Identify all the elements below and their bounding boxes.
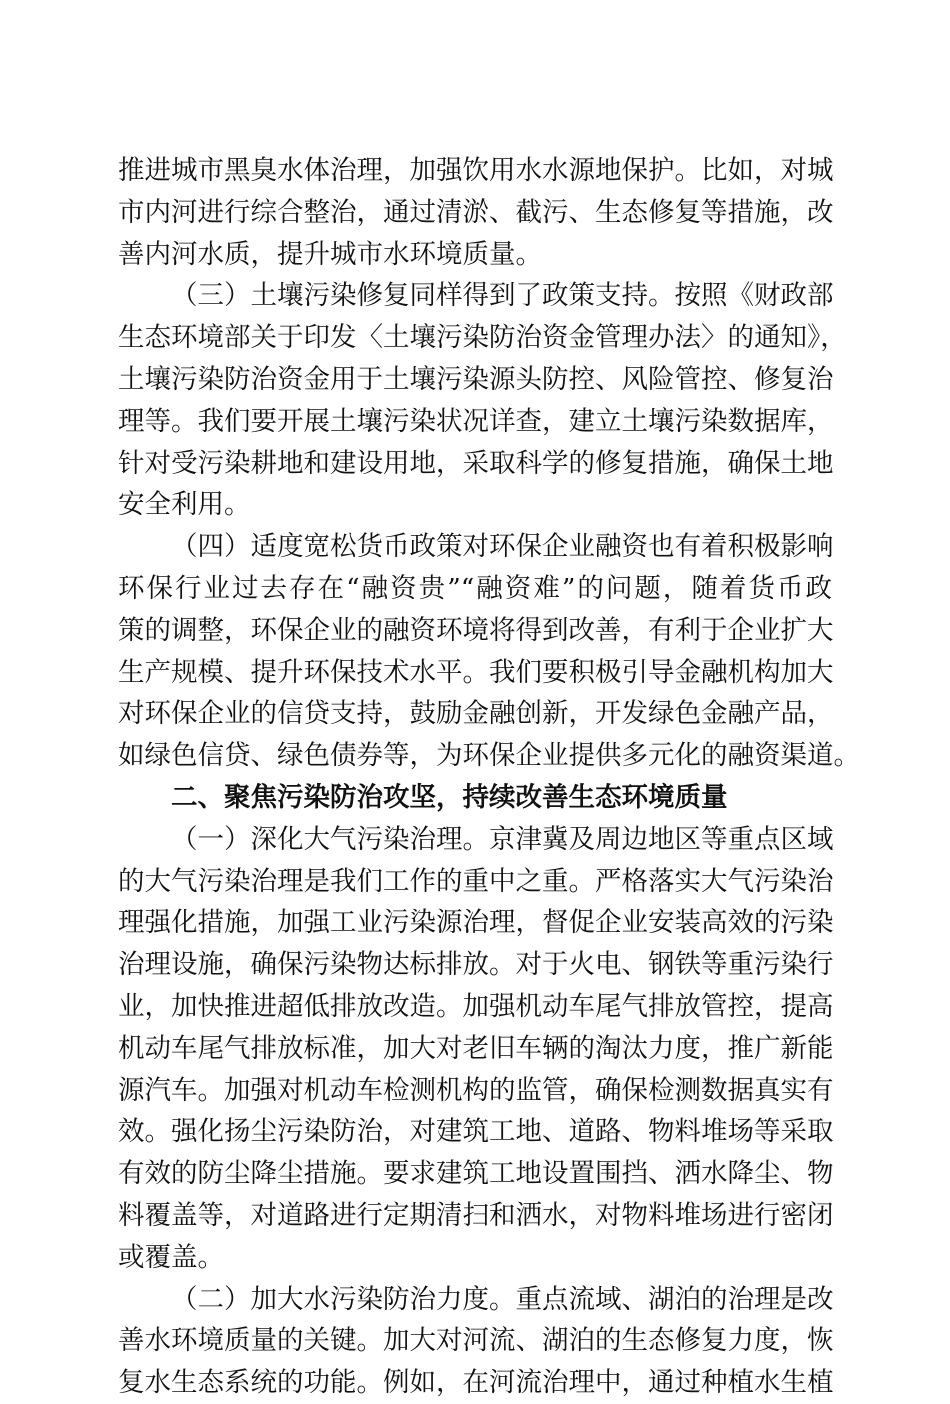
text-line: 效。强化扬尘污染防治，对建筑工地、道路、物料堆场等采取 bbox=[118, 1116, 834, 1148]
document-page bbox=[118, 150, 860, 1404]
text-line: 理等。我们要开展土壤污染状况详查，建立土壤污染数据库， bbox=[118, 405, 834, 437]
text-line: 有效的防尘降尘措施。要求建筑工地设置围挡、洒水降尘、物 bbox=[118, 1158, 834, 1190]
text-line: 安全利用。 bbox=[118, 489, 251, 521]
text-line: 环保行业过去存在“融资贵”“融资难”的问题，随着货币政 bbox=[118, 572, 832, 604]
text-line: 机动车尾气排放标准，加大对老旧车辆的淘汰力度，推广新能 bbox=[118, 1032, 834, 1064]
text-line: 土壤污染防治资金用于土壤污染源头防控、风险管控、修复治 bbox=[118, 363, 834, 395]
text-line: 源汽车。加强对机动车检测机构的监管，确保检测数据真实有 bbox=[118, 1074, 834, 1106]
text-line: 策的调整，环保企业的融资环境将得到改善，有利于企业扩大 bbox=[118, 614, 834, 646]
section-lead-line: （二）加大水污染防治力度。重点流域、湖泊的治理是改 bbox=[171, 1283, 834, 1315]
text-line: 针对受污染耕地和建设用地，采取科学的修复措施，确保土地 bbox=[118, 447, 834, 479]
text-line: 善水环境质量的关键。加大对河流、湖泊的生态修复力度，恢 bbox=[118, 1325, 834, 1357]
section-lead-line: （三）土壤污染修复同样得到了政策支持。按照《财政部 bbox=[171, 280, 834, 312]
text-line: 复水生态系统的功能。例如，在河流治理中，通过种植水生植 bbox=[118, 1367, 834, 1399]
text-line: 治理设施，确保污染物达标排放。对于火电、钢铁等重污染行 bbox=[118, 949, 834, 981]
text-line: 生态环境部关于印发〈土壤污染防治资金管理办法〉的通知》， bbox=[118, 322, 847, 354]
text-line: 理强化措施，加强工业污染源治理，督促企业安装高效的污染 bbox=[118, 907, 834, 939]
section-lead-line: （四）适度宽松货币政策对环保企业融资也有着积极影响 bbox=[171, 531, 834, 563]
text-line: 的大气污染治理是我们工作的重中之重。严格落实大气污染治 bbox=[118, 865, 834, 897]
text-line: 推进城市黑臭水体治理，加强饮用水水源地保护。比如，对城 bbox=[118, 155, 834, 186]
text-line: 对环保企业的信贷支持，鼓励金融创新，开发绿色金融产品， bbox=[118, 698, 834, 730]
text-line: 业，加快推进超低排放改造。加强机动车尾气排放管控，提高 bbox=[118, 990, 834, 1022]
section-lead-line: （一）深化大气污染治理。京津冀及周边地区等重点区域 bbox=[171, 823, 834, 855]
text-line: 或覆盖。 bbox=[118, 1241, 224, 1273]
text-line: 如绿色信贷、绿色债券等，为环保企业提供多元化的融资渠道。 bbox=[118, 740, 860, 772]
text-line: 料覆盖等，对道路进行定期清扫和洒水，对物料堆场进行密闭 bbox=[118, 1199, 834, 1231]
section-heading: 二、聚焦污染防治攻坚，持续改善生态环境质量 bbox=[171, 781, 728, 813]
text-line: 生产规模、提升环保技术水平。我们要积极引导金融机构加大 bbox=[118, 656, 834, 688]
text-line: 善内河水质，提升城市水环境质量。 bbox=[118, 238, 542, 270]
text-line: 市内河进行综合整治，通过清淤、截污、生态修复等措施，改 bbox=[118, 196, 834, 228]
